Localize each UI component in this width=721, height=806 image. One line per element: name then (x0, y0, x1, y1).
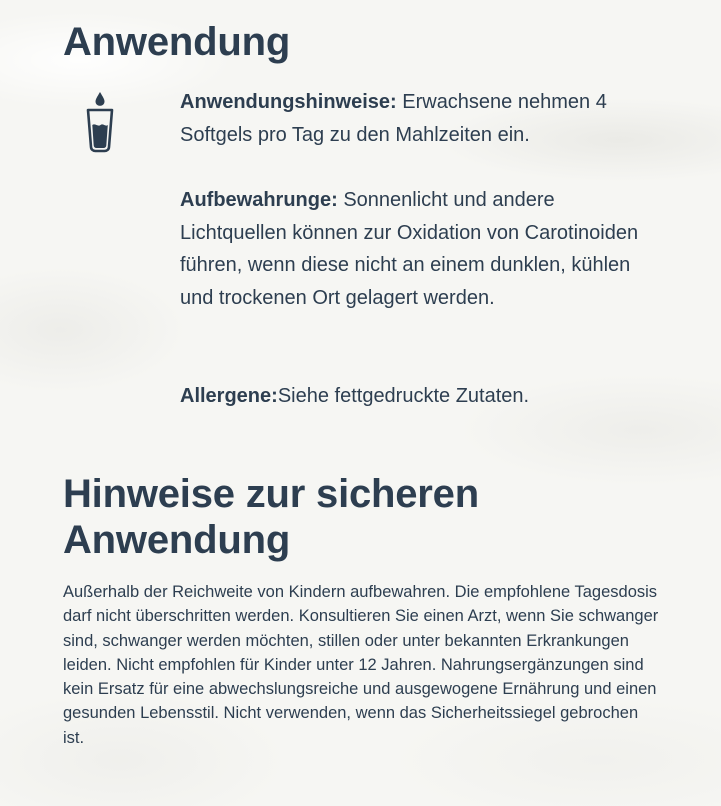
allergens-label: Allergene: (180, 385, 278, 407)
storage-instructions-label: Aufbewahrunge: (180, 189, 338, 211)
allergens-text: Siehe fettgedruckte Zutaten. (277, 385, 530, 407)
storage-instructions (180, 184, 650, 314)
storage-instructions-text: Sonnenlicht und andere Lichtquellen können zur Oxidation von Carotinoiden führen, wenn diese nicht an einem dunklen, kühlen und trockenen Ort gelagert werden. (180, 189, 639, 309)
glass-of-water-icon (84, 90, 118, 154)
safety-section-title: Hinweise zur sicheren Anwendung (63, 472, 479, 562)
usage-instructions-text: Erwachsene nehmen 4 Softgels pro Tag zu den Mahlzeiten ein. (180, 91, 607, 146)
usage-section-title: Anwendung (63, 20, 291, 64)
safety-notice-text: Außerhalb der Reichweite von Kindern aufbewahren. Die empfohlene Tagesdosis darf nicht überschritten werden. Konsultieren Sie einen Arzt, wenn Sie schwanger sind, schwanger werden möchten, stillen oder unter bekannten Erkrankungen leiden. Nicht empfohlen für Kinder unter 12 Jahren. Nahrungsergänzungen sind kein Ersatz für eine abwechslungsreiche und ausgewogene Ernährung und einen gesunden Lebensstil. Nicht verwenden, wenn das Sicherheitssiegel gebrochen ist. (63, 583, 659, 747)
usage-instructions (180, 86, 650, 151)
allergens-info (180, 380, 650, 413)
usage-instructions-label: Anwendungshinweise: (180, 91, 397, 113)
